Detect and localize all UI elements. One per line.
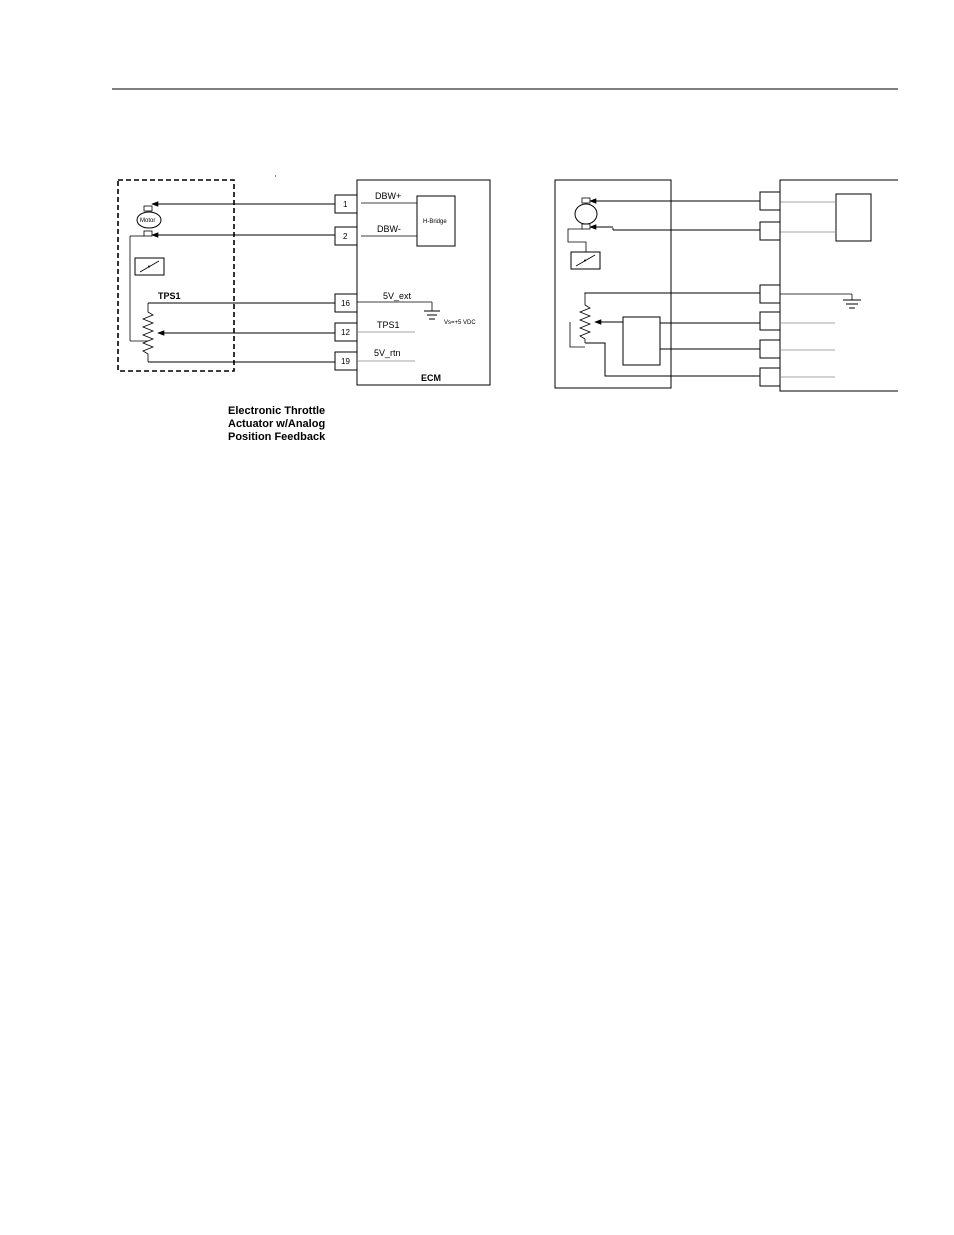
switch-dot: [148, 266, 150, 268]
h-bridge-label: H-Bridge: [423, 219, 447, 225]
signal-5v-ext: 5V_ext: [383, 291, 412, 301]
pin-19-label: 19: [341, 357, 350, 366]
signal-dbw-plus: DBW+: [375, 191, 402, 201]
motor-to-switch-right: [568, 229, 586, 252]
pin-r4: [760, 312, 780, 330]
signal-5v-rtn: 5V_rtn: [374, 348, 401, 358]
connector-pins-right: [760, 192, 780, 386]
ecm-box-right: [780, 180, 898, 391]
pin-r6: [760, 368, 780, 386]
sensor-box-right: [623, 317, 660, 365]
sensor-label: TPS1: [158, 291, 181, 301]
potentiometer-right: [580, 294, 590, 343]
driver-box-right: [836, 194, 871, 241]
pin-r5: [760, 340, 780, 358]
pin-r1: [760, 192, 780, 210]
caption-line-1: Electronic Throttle: [228, 405, 326, 417]
motor-symbol-right: [575, 198, 597, 229]
pin-r3: [760, 285, 780, 303]
pin-12-label: 12: [341, 328, 350, 337]
caption-line-2: Actuator w/Analog: [228, 418, 326, 430]
motor-label: Motor: [140, 218, 156, 224]
right-diagram: [555, 180, 898, 391]
wire-r6: [585, 343, 760, 376]
supply-label: Vs=+5 VDC: [444, 320, 476, 326]
signal-dbw-minus: DBW-: [377, 224, 401, 234]
switch-dot-right: [584, 260, 586, 262]
potentiometer: [143, 303, 153, 362]
actuator-box-right: [555, 180, 671, 388]
pin-1-label: 1: [343, 200, 348, 209]
pin-16-label: 16: [341, 299, 350, 308]
motor-symbol: [137, 206, 161, 236]
ecm-label: ECM: [421, 373, 441, 383]
connector-pins: [335, 195, 357, 370]
wire-r3-pot: [585, 293, 760, 294]
pin-2-label: 2: [343, 232, 348, 241]
caption-line-3: Position Feedback: [228, 431, 326, 443]
pin-r2: [760, 222, 780, 240]
left-diagram: [118, 176, 490, 443]
signal-tps1: TPS1: [377, 320, 400, 330]
